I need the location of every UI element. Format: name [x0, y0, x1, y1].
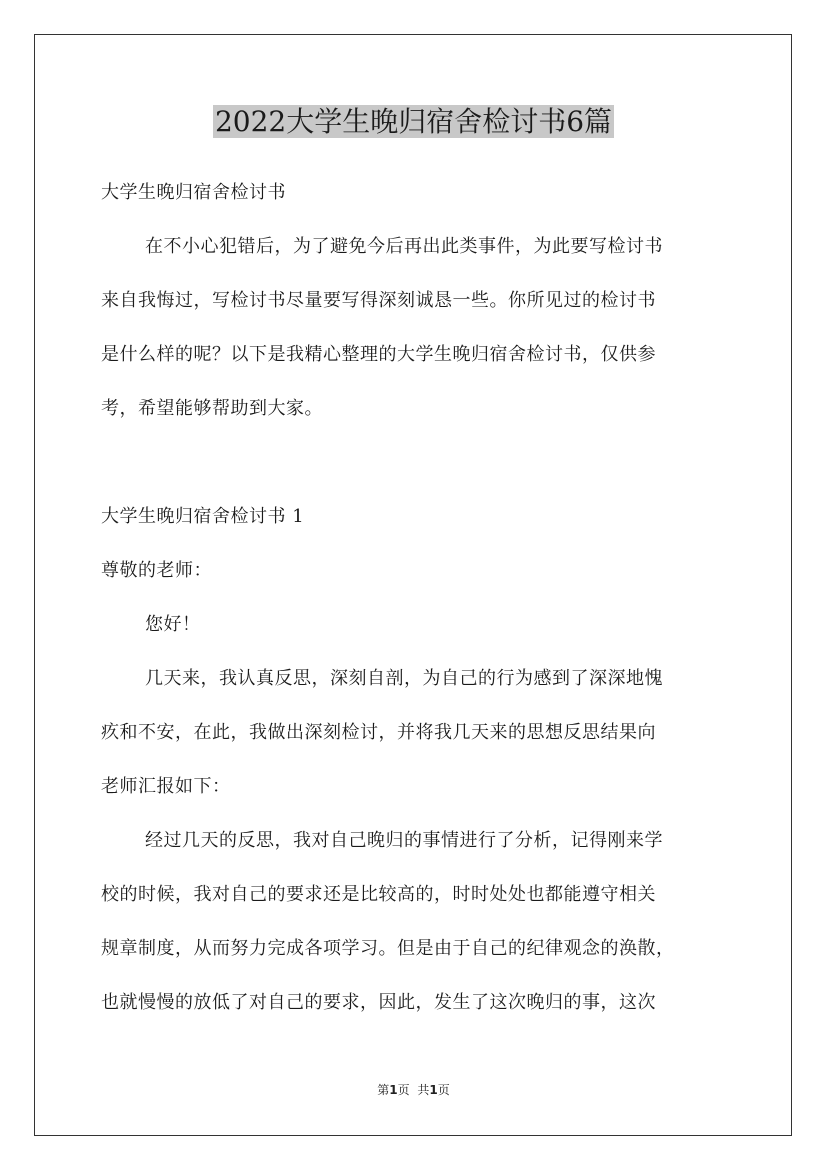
page-footer [0, 1082, 827, 1098]
paragraph-line: 几天来，我认真反思，深刻自剖，为自己的行为感到了深深地愧 [145, 668, 663, 689]
paragraph-line: 考，希望能够帮助到大家。 [101, 398, 323, 419]
footer-page-number: 1 [389, 1083, 398, 1097]
document-title-text: 2022大学生晚归宿舍检讨书6篇 [214, 105, 613, 138]
paragraph-line: 疚和不安，在此，我做出深刻检讨，并将我几天来的思想反思结果向 [101, 722, 656, 743]
footer-total-unit: 页 [437, 1083, 450, 1097]
paragraph-line: 规章制度，从而努力完成各项学习。但是由于自己的纪律观念的涣散， [101, 938, 675, 959]
paragraph-line: 也就慢慢的放低了对自己的要求，因此，发生了这次晚归的事，这次 [101, 992, 656, 1013]
document-title [0, 100, 827, 144]
section-heading: 大学生晚归宿舍检讨书 1 [101, 506, 305, 527]
paragraph-line: 在不小心犯错后，为了避免今后再出此类事件，为此要写检讨书 [145, 236, 663, 257]
paragraph-line: 来自我悔过，写检讨书尽量要写得深刻诚恳一些。你所见过的检讨书 [101, 290, 656, 311]
greeting: 您好！ [145, 614, 201, 635]
footer-page-unit: 页 [397, 1083, 410, 1097]
footer-total-prefix: 共 [417, 1083, 430, 1097]
footer-prefix: 第 [377, 1083, 390, 1097]
paragraph-line: 经过几天的反思，我对自己晚归的事情进行了分析，记得刚来学 [145, 830, 663, 851]
paragraph-line: 校的时候，我对自己的要求还是比较高的，时时处处也都能遵守相关 [101, 884, 656, 905]
paragraph-line: 是什么样的呢？以下是我精心整理的大学生晚归宿舍检讨书，仅供参 [101, 344, 656, 365]
footer-total-pages: 1 [429, 1083, 438, 1097]
paragraph-line: 老师汇报如下： [101, 776, 231, 797]
section-heading: 大学生晚归宿舍检讨书 [101, 182, 286, 203]
salutation: 尊敬的老师： [101, 560, 212, 581]
